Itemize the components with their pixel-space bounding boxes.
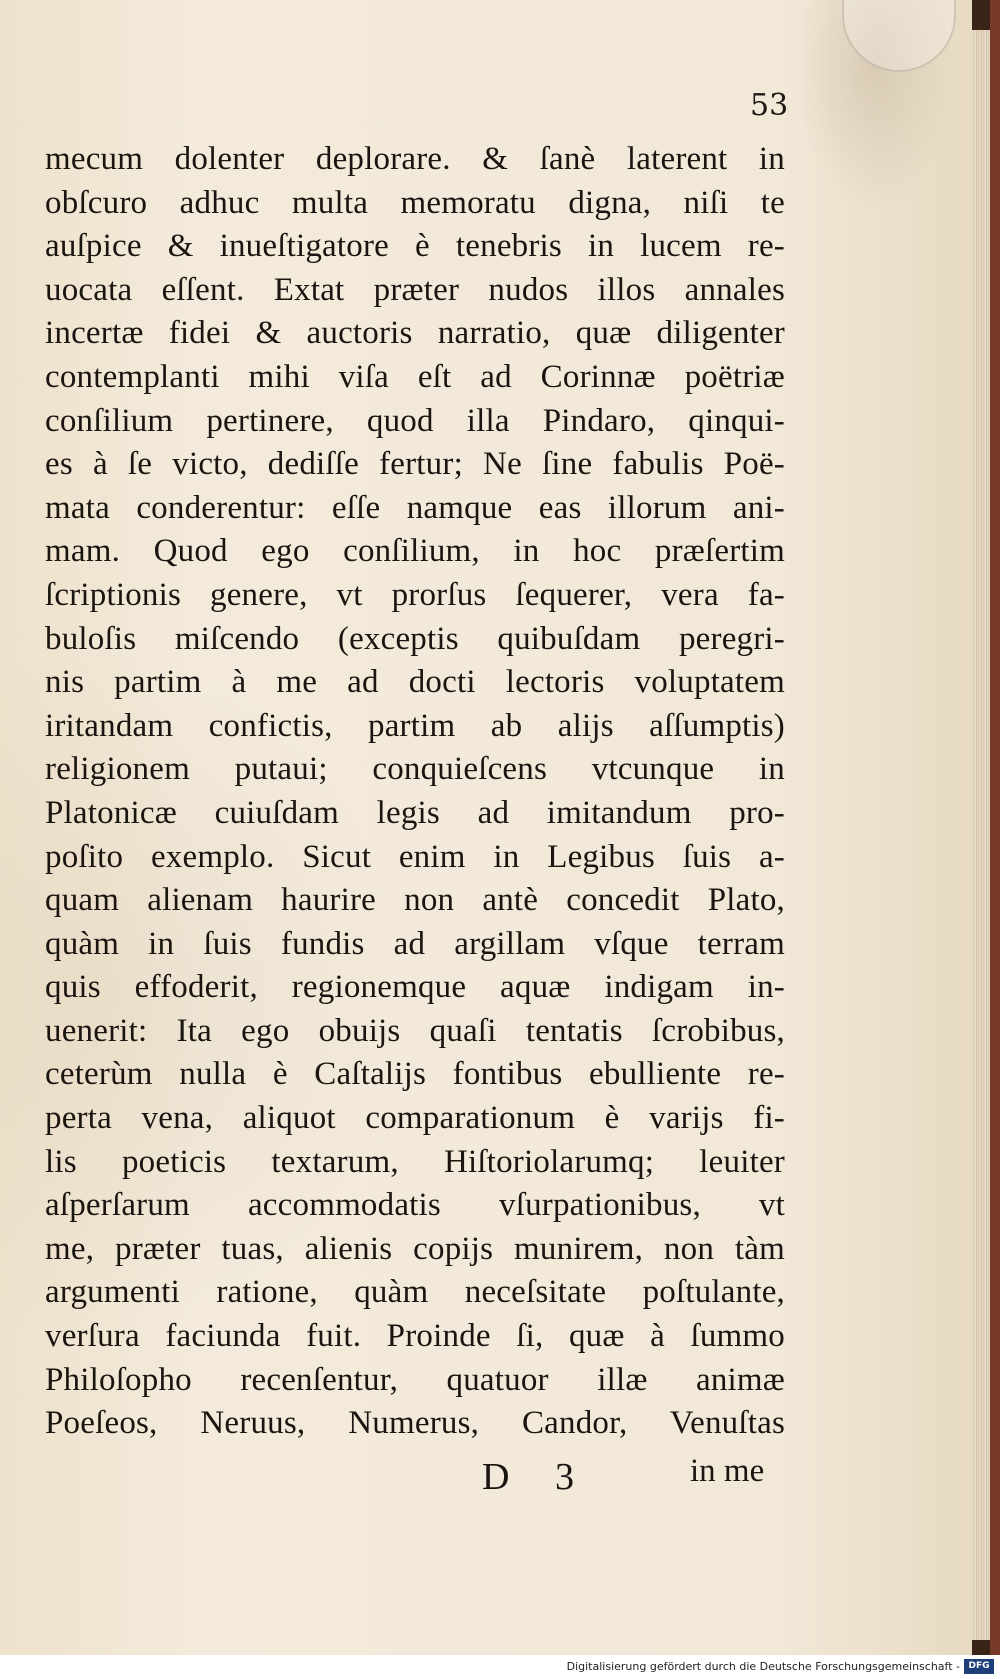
text-line-6: contemplanti mihi viſa eſt ad Corinnæ poëtriæ <box>45 358 785 395</box>
text-line-19: quàm in ſuis fundis ad argillam vſque terram <box>45 925 785 962</box>
signature-mark: D 3 <box>482 1456 592 1498</box>
text-line-30: Poeſeos, Neruus, Numerus, Candor, Venuſtas <box>45 1405 785 1442</box>
digitization-footer <box>0 1655 1000 1679</box>
text-line-28: verſura faciunda fuit. Proinde ſi, quæ à ſummo <box>45 1318 785 1355</box>
text-line-15: religionem putaui; conquieſcens vtcunque in <box>45 751 785 788</box>
text-line-29: Philoſopho recenſentur, quatuor illæ animæ <box>45 1361 785 1398</box>
text-line-9: mata conderentur: eſſe namque eas illorum ani- <box>45 489 785 526</box>
book-cover-edge <box>990 0 1000 1679</box>
text-line-8: es à ſe victo, dediſſe fertur; Ne ſine fabulis Poë- <box>45 446 785 483</box>
text-line-27: argumenti ratione, quàm neceſsitate poſtulante, <box>45 1274 785 1311</box>
text-line-4: uocata eſſent. Extat præter nudos illos annales <box>45 271 785 308</box>
text-line-11: ſcriptionis genere, vt prorſus ſequerer, vera fa- <box>45 576 785 613</box>
text-line-21: uenerit: Ita ego obuijs quaſi tentatis ſcrobibus, <box>45 1012 785 1049</box>
text-line-7: conſilium pertinere, quod illa Pindaro, qinqui- <box>45 402 785 439</box>
text-line-5: incertæ fidei & auctoris narratio, quæ diligenter <box>45 315 785 352</box>
text-line-14: iritandam confictis, partim ab alijs aſſumptis) <box>45 707 785 744</box>
page-number: 53 <box>750 88 789 123</box>
text-line-16: Platonicæ cuiuſdam legis ad imitandum pro- <box>45 794 785 831</box>
text-line-1: mecum dolenter deplorare. & ſanè laterent in <box>45 141 785 177</box>
text-line-22: ceterùm nulla è Caſtalijs fontibus ebulliente re- <box>45 1056 785 1093</box>
text-line-12: buloſis miſcendo (exceptis quibuſdam peregri- <box>45 620 785 657</box>
text-line-10: mam. Quod ego conſilium, in hoc præſertim <box>45 533 785 570</box>
text-line-20: quis effoderit, regionemque aquæ indigam in- <box>45 969 785 1006</box>
text-line-18: quam alienam haurire non antè concedit Plato, <box>45 882 785 919</box>
paper-stain <box>842 0 956 72</box>
text-line-25: aſperſarum accommodatis vſurpationibus, vt <box>45 1187 785 1224</box>
text-line-3: auſpice & inueſtigatore è tenebris in lucem re- <box>45 228 785 265</box>
funding-credit: Digitalisierung gefördert durch die Deutsche Forschungsgemeinschaft - <box>566 1660 960 1673</box>
catchword: in me <box>690 1453 765 1489</box>
body-text <box>45 138 785 1446</box>
text-line-23: perta vena, aliquot comparationum è varijs fi- <box>45 1100 785 1137</box>
text-line-17: poſito exemplo. Sicut enim in Legibus ſuis a- <box>45 838 785 875</box>
text-line-26: me, præter tuas, alienis copijs munirem, non tàm <box>45 1230 785 1267</box>
text-line-24: lis poeticis textarum, Hiſtoriolarumq; leuiter <box>45 1143 785 1180</box>
text-line-13: nis partim à me ad docti lectoris voluptatem <box>45 664 785 701</box>
text-line-2: obſcuro adhuc multa memoratu digna, niſi te <box>45 184 785 221</box>
dfg-logo-icon: DFG <box>964 1659 994 1674</box>
